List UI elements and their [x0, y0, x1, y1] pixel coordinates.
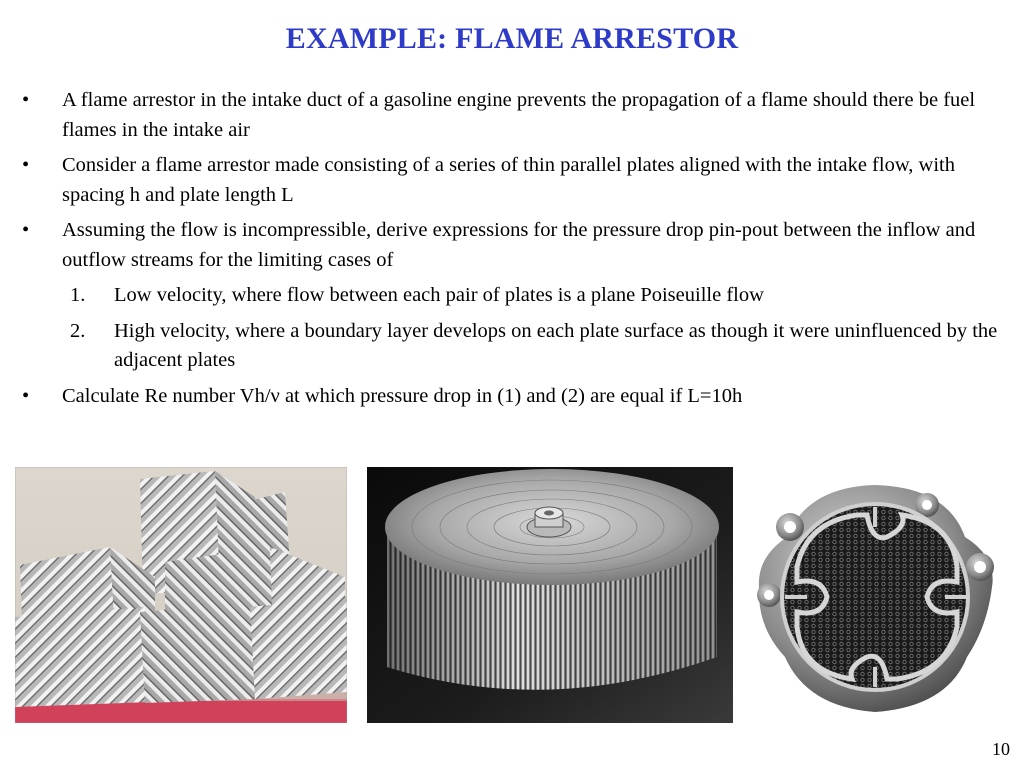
bullet-icon: •: [22, 384, 30, 407]
item-number: 2.: [70, 319, 86, 342]
numbered-text: Low velocity, where flow between each pair of plates is a plane Poiseuille flow: [114, 284, 764, 306]
bullet-text: Consider a flame arrestor made consisting of a series of thin parallel plates aligned with the intake flow, with spacing h and plate length L: [62, 154, 956, 206]
bullet-list: [22, 86, 1012, 417]
bullet-icon: •: [22, 219, 30, 241]
item-number: 1.: [70, 284, 86, 306]
bullet-item: [22, 151, 1012, 210]
bullet-icon: •: [22, 154, 30, 176]
bullet-text: A flame arrestor in the intake duct of a gasoline engine prevents the propagation of a flame should there be fuel flames in the intake air: [62, 89, 976, 141]
numbered-text: High velocity, where a boundary layer develops on each plate surface as though it were uninfluenced by the adjacent plates: [114, 319, 998, 371]
numbered-item: [22, 281, 1012, 311]
bullet-item: [22, 382, 1012, 412]
numbered-item: [22, 317, 1012, 376]
bullet-text: Assuming the flow is incompressible, derive expressions for the pressure drop pin-pout between the inflow and outflow streams for the limiting cases of: [62, 219, 976, 271]
bullet-item: [22, 86, 1012, 145]
round-arrestor-housing-photo: [747, 467, 1003, 723]
bullet-icon: •: [22, 89, 30, 111]
slide-title: EXAMPLE: FLAME ARRESTOR: [285, 22, 739, 55]
page-number: 10: [992, 739, 1010, 759]
spiral-wound-arrestor-photo: [367, 467, 733, 723]
corrugated-plates-photo: [15, 467, 347, 723]
bullet-text: Calculate Re number Vh/ν at which pressure drop in (1) and (2) are equal if L=10h: [62, 384, 743, 407]
bullet-item: [22, 216, 1012, 275]
